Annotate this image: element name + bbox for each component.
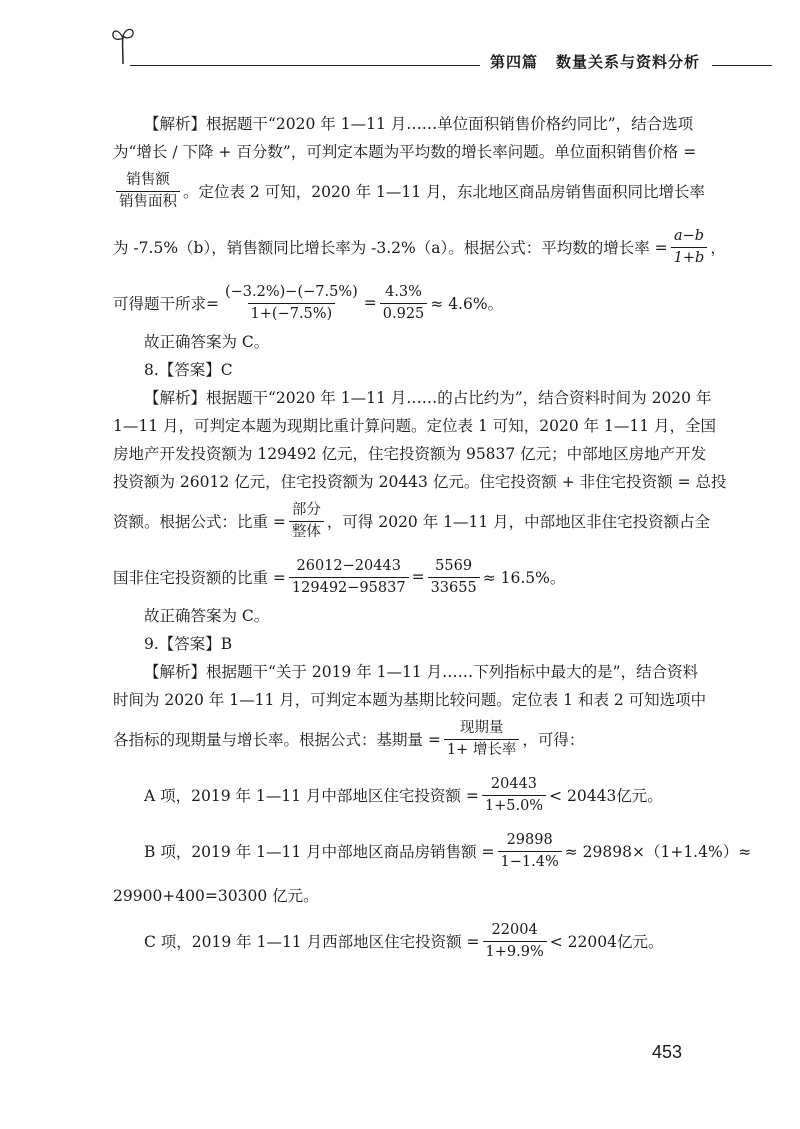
fraction-numerator: 26012−20443 xyxy=(296,557,401,574)
fraction-denominator: 1−1.4% xyxy=(498,851,562,872)
q9-text-segment: < 20443亿元。 xyxy=(549,787,663,805)
q7-formula-line xyxy=(113,166,706,216)
fraction-denominator: 1+b xyxy=(671,247,708,268)
fraction-denominator: 整体 xyxy=(289,521,324,542)
q8-formula-line xyxy=(113,496,711,546)
q9-text-segment: ≈ 29898×（1+1.4%）≈ xyxy=(564,843,752,861)
fraction-denominator: 1+ 增长率 xyxy=(444,739,519,760)
q7-text-segment: ， xyxy=(710,239,726,257)
q7-explanation xyxy=(113,110,726,356)
fraction-denominator: 销售面积 xyxy=(116,191,180,212)
fraction xyxy=(222,283,361,324)
q8-text-segment: ，可得 2020 年 1—11 月，中部地区非住宅投资额占全 xyxy=(326,513,711,531)
q7-conclusion: 故正确答案为 C。 xyxy=(144,333,270,351)
fraction xyxy=(116,171,180,212)
q8-text-line: 1—11 月，可判定本题为现期比重计算问题。定位表 1 可知，2020 年 1—11 月，全国 xyxy=(113,417,717,435)
q8-text-segment: 国非住宅投资额的比重 = xyxy=(113,569,286,587)
fraction xyxy=(289,501,324,542)
q9-text-segment: 各指标的现期量与增长率。根据公式：基期量 = xyxy=(113,731,441,749)
fraction xyxy=(289,557,409,598)
fraction xyxy=(483,921,547,962)
fraction xyxy=(482,775,546,816)
fraction-numerator: (−3.2%)−(−7.5%) xyxy=(225,283,358,300)
q8-text-line: 投资额为 26012 亿元，住宅投资额为 20443 亿元。住宅投资额 + 非住宅投资额 = 总投 xyxy=(113,473,727,491)
fraction-numerator: 22004 xyxy=(491,921,538,938)
q9-option-b xyxy=(113,826,752,876)
fraction-numerator: 20443 xyxy=(490,775,538,792)
page-header xyxy=(0,18,800,71)
header-rule-right xyxy=(712,65,772,66)
fraction-denominator: 0.925 xyxy=(380,303,428,324)
q9-text-segment: < 22004亿元。 xyxy=(549,933,664,951)
fraction xyxy=(444,719,519,760)
fraction-denominator: 33655 xyxy=(428,577,480,598)
q9-text-segment: C 项，2019 年 1—11 月西部地区住宅投资额 = xyxy=(144,933,480,951)
q7-text-segment: 可得题干所求= xyxy=(113,295,219,313)
q9-text-segment: B 项，2019 年 1—11 月中部地区商品房销售额 = xyxy=(144,843,495,861)
q9-text-line: 时间为 2020 年 1—11 月，可判定本题为基期比较问题。定位表 1 和表 2 可知选项中 xyxy=(113,691,707,709)
fraction xyxy=(428,557,480,598)
fraction-numerator: 部分 xyxy=(291,501,321,518)
page-content xyxy=(113,110,752,966)
fraction-numerator: 5569 xyxy=(435,557,473,574)
q7-text-segment: 为 -7.5%（b），销售额同比增长率为 -3.2%（a）。根据公式：平均数的增长率 = xyxy=(113,239,668,257)
q7-text-segment: 。定位表 2 可知，2020 年 1—11 月，东北地区商品房销售面积同比增长率 xyxy=(183,183,706,201)
sprout-icon xyxy=(110,24,136,66)
equals-sign: = xyxy=(411,568,425,586)
q9-answer-title: 9.【答案】B xyxy=(144,635,233,653)
q9-formula-line xyxy=(113,714,703,764)
q7-formula-line xyxy=(113,222,726,272)
q7-text-line: 为“增长 / 下降 + 百分数”，可判定本题为平均数的增长率问题。单位面积销售价格 = xyxy=(113,143,697,161)
q8-text-line: 【解析】根据题干“2020 年 1—11 月……的占比约为”，结合资料时间为 2020 年 xyxy=(144,389,712,407)
fraction-numerator: 现期量 xyxy=(459,719,504,736)
q9-option-c xyxy=(113,916,703,966)
fraction-numerator: 销售额 xyxy=(126,171,170,188)
fraction-denominator: 1+5.0% xyxy=(482,795,546,816)
q8-answer-title: 8.【答案】C xyxy=(144,361,233,379)
header-title xyxy=(490,51,700,72)
q8-conclusion: 故正确答案为 C。 xyxy=(144,607,270,625)
header-part: 第四篇 xyxy=(490,53,539,71)
fraction-numerator: 4.3% xyxy=(385,283,422,300)
fraction-denominator: 129492−95837 xyxy=(289,577,409,598)
page-number: 453 xyxy=(652,1042,683,1062)
q7-text-line: 【解析】根据题干“2020 年 1—11 月……单位面积销售价格约同比”，结合选项 xyxy=(144,115,694,133)
q9-explanation xyxy=(113,630,752,966)
q9-text-segment: ，可得： xyxy=(522,731,585,749)
header-rule-left xyxy=(130,65,480,66)
q8-formula-line xyxy=(113,552,703,602)
fraction-numerator: a−b xyxy=(673,227,705,244)
q9-option-a xyxy=(113,770,703,820)
fraction-denominator: 1+(−7.5%) xyxy=(248,303,336,324)
fraction-numerator: 29898 xyxy=(506,831,553,848)
header-section-title: 数量关系与资料分析 xyxy=(556,53,701,71)
q8-text-segment: 资额。根据公式：比重 = xyxy=(113,513,286,531)
fraction xyxy=(498,831,562,872)
q9-text-line: 29900+400=30300 亿元。 xyxy=(113,887,319,905)
equals-sign: = xyxy=(363,294,377,312)
q9-text-line: 【解析】根据题干“关于 2019 年 1—11 月……下列指标中最大的是”，结合资料 xyxy=(144,663,699,681)
q8-text-segment: ≈ 16.5%。 xyxy=(482,569,566,587)
q7-text-segment: ≈ 4.6%。 xyxy=(430,295,504,313)
q8-text-line: 房地产开发投资额为 129492 亿元，住宅投资额为 95837 亿元；中部地区房地产开发 xyxy=(113,445,707,463)
fraction xyxy=(380,283,428,324)
q8-explanation xyxy=(113,356,727,630)
q7-formula-line xyxy=(113,278,703,328)
fraction-denominator: 1+9.9% xyxy=(483,941,547,962)
fraction xyxy=(671,227,708,268)
q9-text-segment: A 项，2019 年 1—11 月中部地区住宅投资额 = xyxy=(144,787,479,805)
